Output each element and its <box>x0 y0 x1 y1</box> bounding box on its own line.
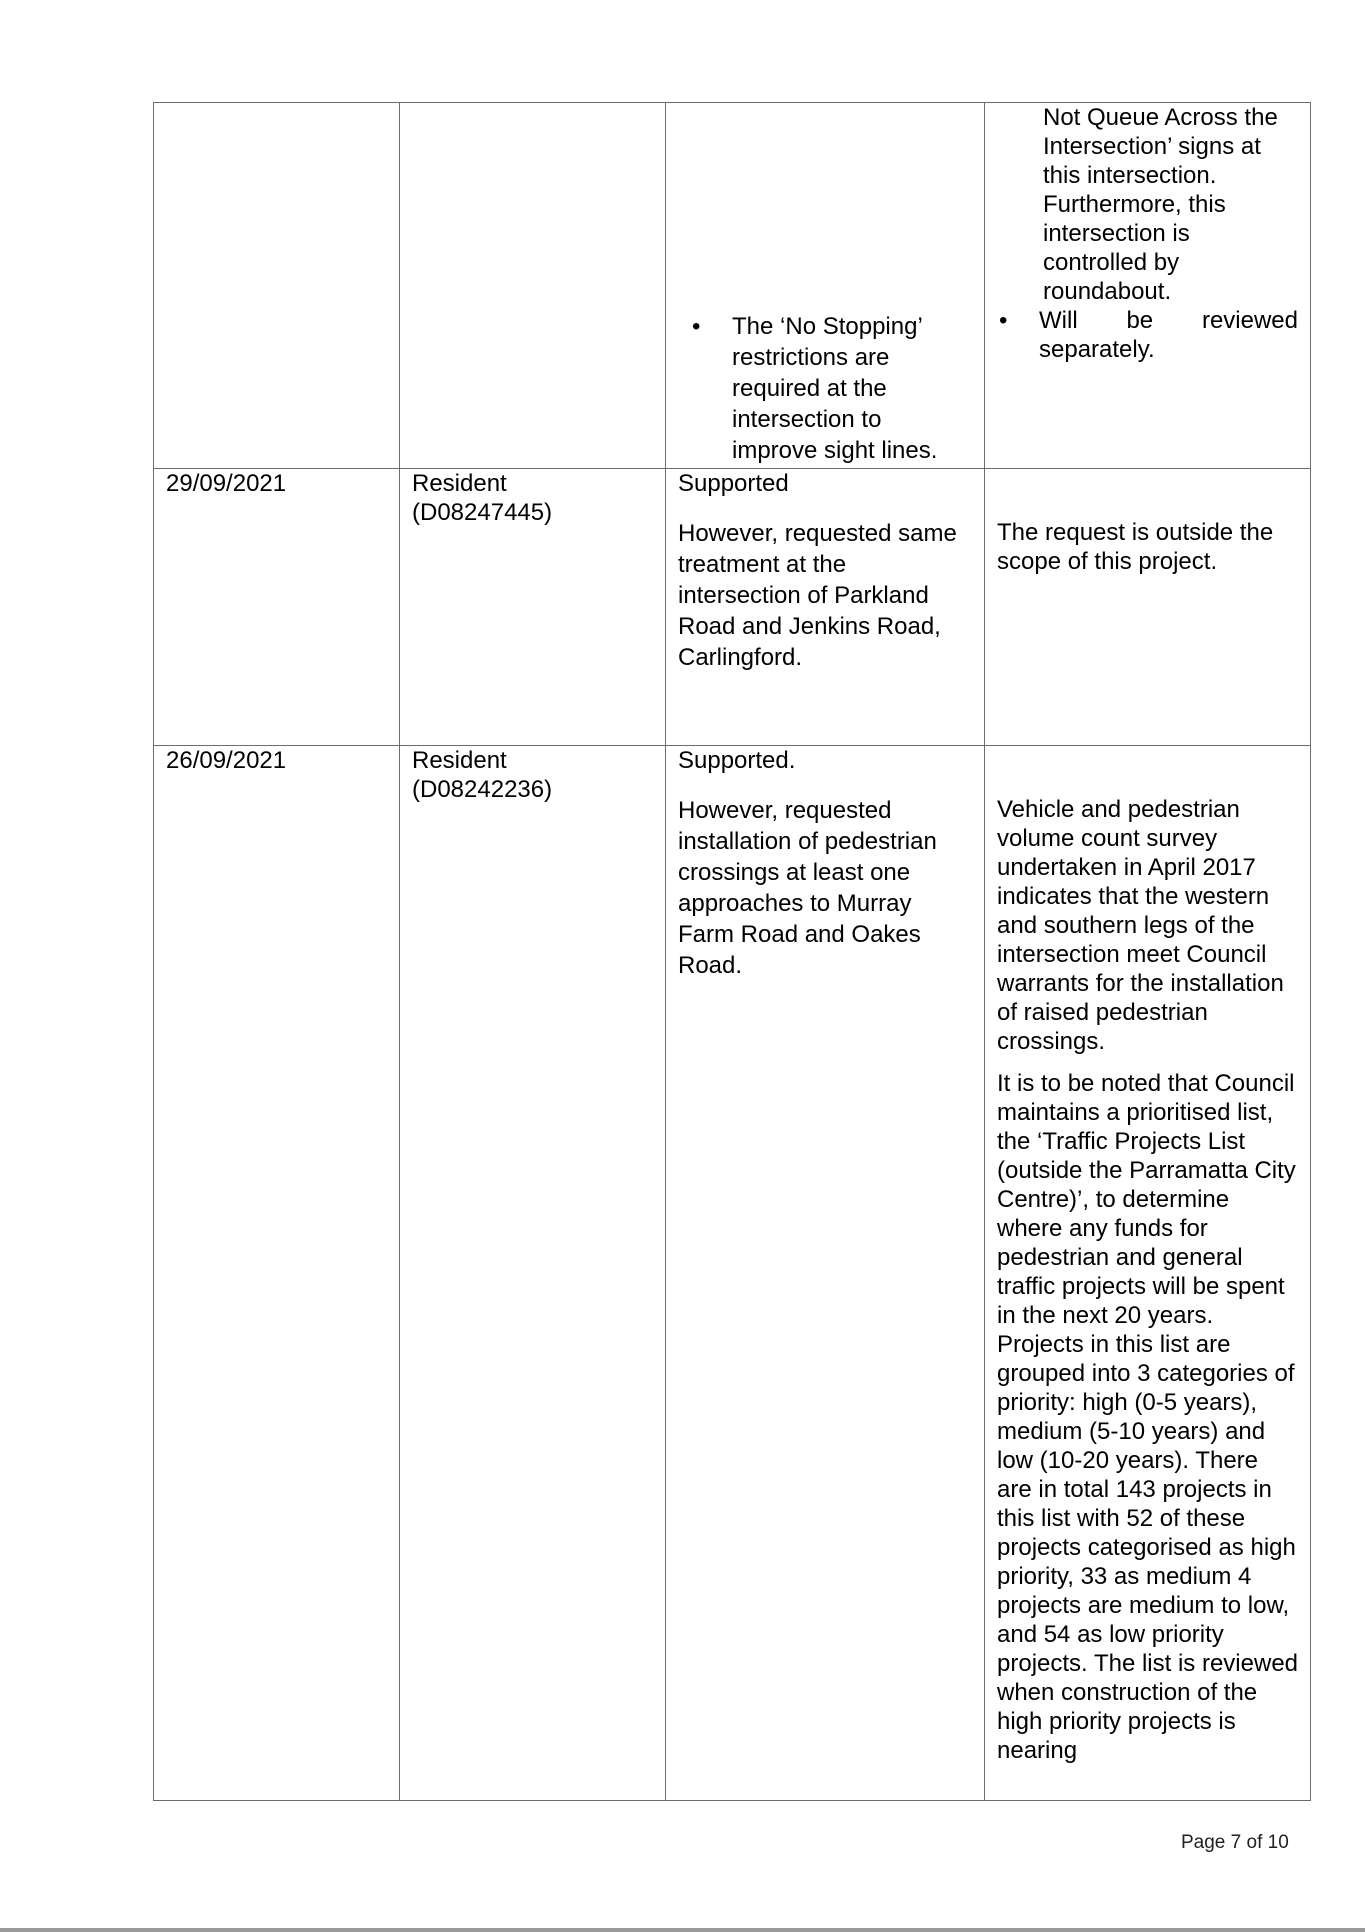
comment-detail: However, requested installation of pedestrian crossings at least one approaches to Murray Farm Road and Oakes Road. <box>678 797 937 979</box>
date-cell <box>154 469 400 746</box>
comment-detail: However, requested same treatment at the intersection of Parkland Road and Jenkins Road, Carlingford. <box>678 520 957 671</box>
submitter-type: Resident <box>412 747 507 774</box>
page-number: Page 7 of 10 <box>1181 1832 1289 1853</box>
submitter-reference: (D08242236) <box>412 776 553 803</box>
response-cell <box>985 469 1311 746</box>
submitter-type: Resident <box>412 470 507 497</box>
comment-bullet: • The ‘No Stopping’ restrictions are required at the intersection to improve sight lines. <box>678 311 972 466</box>
response-bullet: • Will be reviewed separately. <box>985 306 1298 364</box>
comment-cell <box>666 746 985 1801</box>
date-cell <box>154 103 400 469</box>
submitter-cell <box>400 103 666 469</box>
response-cell <box>985 103 1311 469</box>
comment-status: Supported <box>678 470 789 497</box>
submitter-cell <box>400 746 666 1801</box>
date-cell <box>154 746 400 1801</box>
response-paragraph-1: Vehicle and pedestrian volume count survey undertaken in April 2017 indicates that the western and southern legs of the intersection meet Council warrants for the installation of raised pedestrian crossings. <box>997 796 1284 1055</box>
response-cell <box>985 746 1311 1801</box>
submission-date: 26/09/2021 <box>166 747 287 774</box>
response-continued-text: Not Queue Across the Intersection’ signs at this intersection. Furthermore, this intersection is controlled by roundabout. <box>1043 104 1278 305</box>
response-paragraph-2: It is to be noted that Council maintains a prioritised list, the ‘Traffic Projects List (outside the Parramatta City Centre)’, to determine where any funds for pedestrian and general traffic projects will be spent in the next 20 years. Projects in this list are grouped into 3 categories of priority: high (0-5 years), medium (5-10 years) and low (10-20 years). There are in total 143 projects in this list with 52 of these projects categorised as high priority, 33 as medium 4 projects are medium to low, and 54 as low priority projects. The list is reviewed when construction of the high priority projects is nearing <box>997 1070 1299 1764</box>
table-row <box>154 103 1311 469</box>
page-bottom-edge <box>0 1928 1365 1932</box>
comment-cell <box>666 103 985 469</box>
table-row <box>154 746 1311 1801</box>
table-row <box>154 469 1311 746</box>
comment-cell <box>666 469 985 746</box>
submissions-table <box>153 102 1311 1801</box>
submitter-cell <box>400 469 666 746</box>
submission-date: 29/09/2021 <box>166 470 287 497</box>
comment-status: Supported. <box>678 747 796 774</box>
submitter-reference: (D08247445) <box>412 499 553 526</box>
response-text: The request is outside the scope of this project. <box>997 519 1274 575</box>
